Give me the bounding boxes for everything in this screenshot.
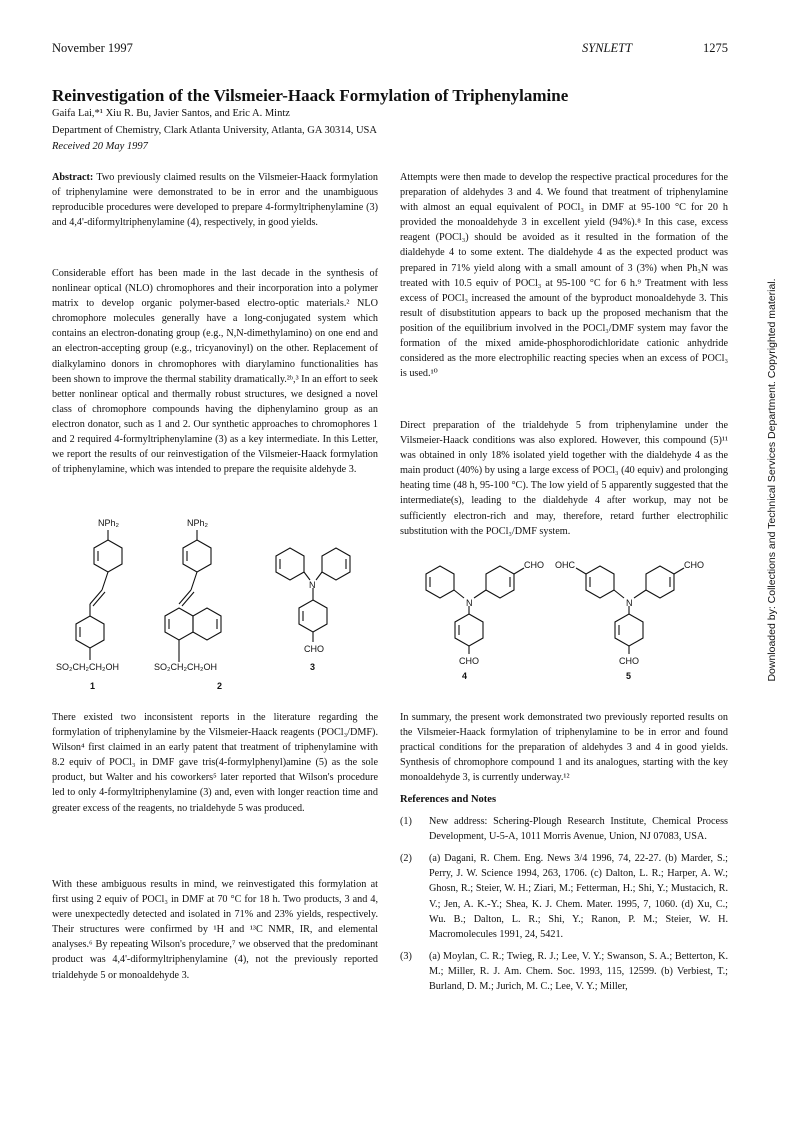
nitrogen-label: N xyxy=(309,580,316,590)
reference-text: (a) Moylan, C. R.; Twieg, R. J.; Lee, V. Y.; Swanson, S. A.; Betterton, K. M.; Miller, R. J. Am. Chem. Soc. 1993, 115, 12599. (b) Verbiest, T.; Burland, D. M.; Jurich, M. C.; Lee, V. Y.; Miller, xyxy=(429,950,728,993)
paragraph: There existed two inconsistent reports in the literature regarding the formylation of triphenylamine by the Vilsmeier-Haack reagents (POCl₃/DMF). Wilson⁴ first claimed in an early patent that treatment of triphenylamine with 8.2 equiv of POCl₃ in DMF gave tris(4-formylphenyl)amine (5) as the sole product, but Walter and his coworkers⁵ later reported that Wilson's procedure led to only 4-formyltriphenylamine (3) and, even with longer reaction time and greater excess of the reagents, no trialdehyde 5 was produced. xyxy=(52,712,378,814)
compound-number-1: 1 xyxy=(90,681,96,691)
cho-label: CHO xyxy=(524,560,544,570)
compound-number-4: 4 xyxy=(462,671,468,681)
ohc-label: OHC xyxy=(555,560,575,570)
reference-item xyxy=(400,851,728,942)
compound-number-5: 5 xyxy=(626,671,632,681)
article-title: Reinvestigation of the Vilsmeier-Haack Formylation of Triphenylamine xyxy=(52,86,569,105)
reference-number: (3) xyxy=(400,950,412,962)
download-notice-text: Downloaded by: Collections and Technical Services Department. Copyrighted material. xyxy=(766,278,778,682)
reference-text: (a) Dagani, R. Chem. Eng. News 3/4 1996, 74, 22-27. (b) Marder, S.; Perry, J. W. Science 1994, 263, 1706. (c) Dalton, L. R.; Harper, A. W.; Ghosn, R.; Steier, W. H.; Ziari, M.; Fetterman, H.; Shi, Y.; Mustacich, R. V.; Jen, A. K.-Y.; Shea, K. J. Chem. Mater. 1995, 7, 1060. (d) Xu, C.; Wu. B.; Dalton, L. R.; Shi, Y.; Ranon, P. M.; Steier, W. H. Macromolecules 1991, 24, 5421. xyxy=(429,853,728,940)
reference-number: (1) xyxy=(400,816,412,828)
cho-label: CHO xyxy=(684,560,704,570)
sulfonyl-label: SO₂CH₂CH₂OH xyxy=(56,662,119,672)
paragraph: Direct preparation of the trialdehyde 5 from triphenylamine under the Vilsmeier-Haack conditions was also explored. However, this compound (5)¹¹ was obtained in only 18% isolated yield together with the dialdehyde 4 as the main product (40%) by using a large excess of POCl₃ (40 equiv) and prolonging heating time (48 h, 95-100 °C). The low yield of 5 apparently suggested that the intermediate(s), leading to the dialdehyde 4 after workup, may not be sufficiently electron-rich and may, therefore, retard further electrophilic substitution with the POCl₃/DMF system. xyxy=(400,420,728,537)
reference-item xyxy=(400,949,728,994)
procedures-paragraph xyxy=(400,170,728,381)
compound-number-2: 2 xyxy=(217,681,223,691)
received-date: Received 20 May 1997 xyxy=(52,141,148,152)
summary-paragraph xyxy=(400,710,728,785)
cho-label: CHO xyxy=(619,656,639,666)
compound-number-3: 3 xyxy=(310,662,316,672)
nitrogen-label: N xyxy=(626,598,633,608)
references-section xyxy=(400,792,728,994)
literature-paragraph xyxy=(52,710,378,816)
abstract xyxy=(52,170,378,230)
reference-number: (2) xyxy=(400,853,412,865)
sulfonyl-label: SO₂CH₂CH₂OH xyxy=(154,662,217,672)
author-list: Gaifa Lai,*¹ Xiu R. Bu, Javier Santos, and Eric A. Mintz xyxy=(52,108,290,119)
affiliation: Department of Chemistry, Clark Atlanta University, Atlanta, GA 30314, USA xyxy=(52,125,377,136)
trialdehyde-paragraph xyxy=(400,418,728,539)
paragraph: With these ambiguous results in mind, we reinvestigated this formylation at first using 2 equiv of POCl₃ in DMF at 70 °C for 18 h. Two products, 3 and 4, were unexpectedly detected and isolated in 71% and 23% yields, respectively. Their structures were confirmed by ¹H and ¹³C NMR, IR, and elemental analyses.⁶ By repeating Wilson's procedure,⁷ we observed that the predominant product was 4,4'-diformyltriphenylamine (4), not the previously reported trialdehyde 5 or monoaldehyde 3. xyxy=(52,879,378,981)
paragraph: Considerable effort has been made in the last decade in the synthesis of nonlinear optical (NLO) chromophores and their incorporation into a polymer matrix to develop organic polymer-based electro-optic materials.² NLO chromophore molecules generally have a long-conjugated system which contains an electron-donating group (e.g., N,N-dimethylamino) on one end and an electron-accepting group (e.g., tricyanovinyl) on the other. Replacement of dialkylamino donors in chromophores with diarylamino functionalities has been shown to improve the thermal stability dramatically.²ᵇ,³ In an effort to seek better nonlinear optical and thermally robust structures, we designed a novel class of chromophore compounds having the diphenylamino group as an electron donator, such as 1 and 2. Our synthetic approaches to chromophores 1 and 2 required 4-formyltriphenylamine (3) as a key intermediate. In this Letter, we report the results of our reinvestigation of the Vilsmeier-Haack formylation of triphenylamine, which was intended to prepare the requisite aldehyde 3. xyxy=(52,268,378,476)
abstract-label: Abstract: xyxy=(52,172,94,183)
structures-figure-1-2-3 xyxy=(52,516,378,696)
nph2-label: NPh₂ xyxy=(98,518,120,528)
download-notice-sidebar xyxy=(757,200,787,760)
paragraph: In summary, the present work demonstrated two previously reported results on the Vilsmeier-Haack formylation of triphenylamine to be in error and found practical conditions for the preparation of aldehydes 3 and 4 in good yields. Synthesis of chromophore compound 1 and its analogues, starting with the key monoaldehyde 3, is currently underway.¹² xyxy=(400,712,728,784)
references-heading: References and Notes xyxy=(400,794,497,805)
cho-label: CHO xyxy=(459,656,479,666)
header-date: November 1997 xyxy=(52,41,133,55)
results-paragraph xyxy=(52,877,378,983)
abstract-text: Two previously claimed results on the Vilsmeier-Haack formylation of triphenylamine were demonstrated to be in error and the unambiguous reproducible procedures were developed to prepare 4-formyltriphenylamine (3) and 4,4'-diformyltriphenylamine (4), respectively, in good yields. xyxy=(52,172,378,229)
nph2-label: NPh₂ xyxy=(187,518,209,528)
reference-item xyxy=(400,814,728,844)
header-journal: SYNLETT xyxy=(582,41,633,55)
nitrogen-label: N xyxy=(466,598,473,608)
intro-paragraph xyxy=(52,266,378,477)
reference-text: New address: Schering-Plough Research Institute, Chemical Process Development, U-5-A, 1011 Morris Avenue, Union, NJ 07083, USA. xyxy=(429,816,728,843)
cho-label: CHO xyxy=(304,644,324,654)
header-page-number: 1275 xyxy=(703,41,728,55)
structures-figure-4-5 xyxy=(400,556,728,686)
paragraph: Attempts were then made to develop the respective practical procedures for the preparation of aldehydes 3 and 4. We found that treatment of triphenylamine with almost an equal equivalent of POCl₃ in DMF at 95-100 °C for 20 h provided the monoaldehyde 3 in excellent yield (94%).⁸ In this case, excess reagent (POCl₃) should be avoided as it resulted in the formation of the dialdehyde 4 to some extent. The dialdehyde 4 as the expected product was prepared in 71% yield along with a small amount of 3 (3%) when Ph₃N was treated with 10.5 equiv of POCl₃ at 95-100 °C for 6 h.⁹ Treatment with less excess of POCl₃ increased the amount of the byproduct monoaldehyde 3. This result of disubstitution appears to back up the proposed mechanism that the position of the equilibrium involved in the POCl₃/DMF system may favor the formation of the mixed amide-phosphorodichloridate cationic anhydride considered as the more electrophilic reacting species when an excess of POCl₃ is used.¹⁰ xyxy=(400,172,728,380)
